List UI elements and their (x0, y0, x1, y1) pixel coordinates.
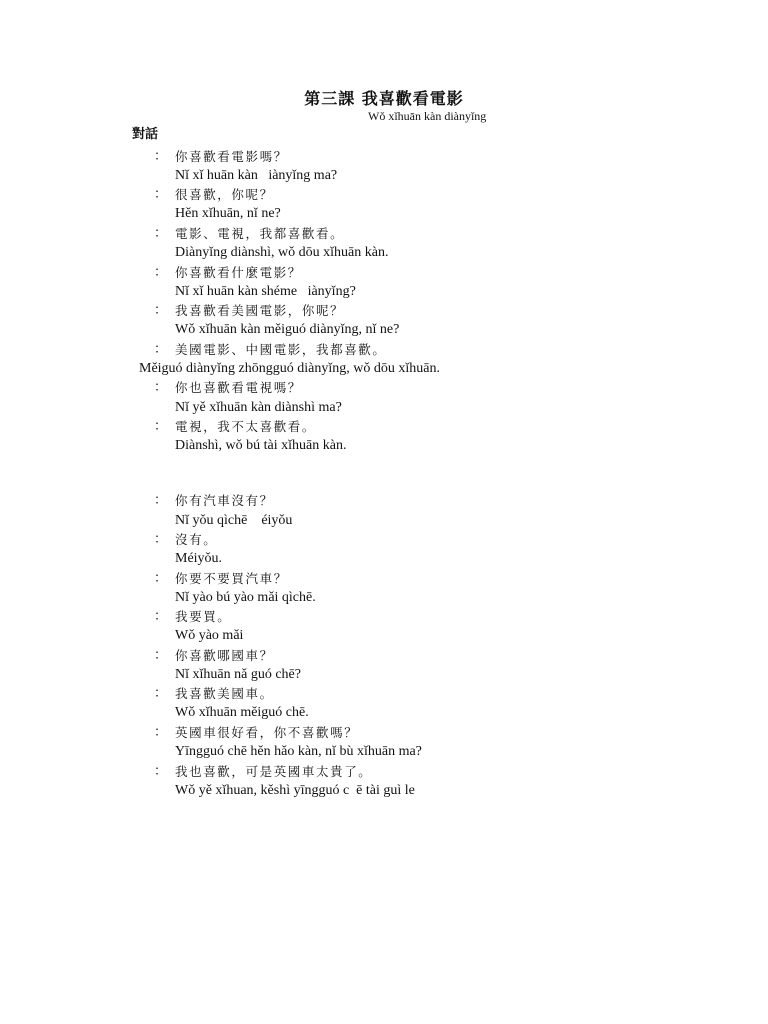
chinese-line: 電視，我不太喜歡看。 (175, 419, 317, 434)
pinyin-line: Méiyǒu. (175, 551, 223, 566)
chinese-line: 美國電影、中國電影，我都喜歡。 (175, 342, 387, 357)
chinese-line: 我也喜歡，可是英國車太貴了。 (175, 764, 373, 779)
lesson-title: 第三課 我喜歡看電影 (304, 89, 464, 108)
speaker-colon: ： (154, 532, 168, 547)
speaker-colon: ： (154, 187, 168, 202)
pinyin-line: Hěn xǐhuān, nǐ ne? (175, 206, 281, 221)
chinese-line: 你要不要買汽車？ (175, 571, 288, 586)
chinese-line: 電影、電視，我都喜歡看。 (175, 226, 345, 241)
pinyin-line: Wǒ yào mǎi (175, 628, 244, 643)
chinese-line: 你有汽車沒有？ (175, 493, 274, 508)
pinyin-line: Nǐ yě xǐhuān kàn diànshì ma? (175, 400, 342, 415)
chinese-line: 你喜歡看電影嗎？ (175, 149, 288, 164)
pinyin-line: Měiguó diànyǐng zhōngguó diànyǐng, wǒ dōu xǐhuān. (139, 361, 440, 376)
speaker-colon: ： (154, 493, 168, 508)
speaker-colon: ： (154, 342, 168, 357)
chinese-line: 我喜歡看美國電影，你呢？ (175, 303, 345, 318)
pinyin-line: Nǐ yào bú yào mǎi qìchē. (175, 590, 316, 605)
speaker-colon: ： (154, 571, 168, 586)
chinese-line: 你喜歡哪國車？ (175, 648, 274, 663)
dialogue-section-label: 對話 (132, 127, 159, 142)
chinese-line: 你喜歡看什麼電影？ (175, 265, 302, 280)
chinese-line: 英國車很好看，你不喜歡嗎？ (175, 725, 359, 740)
pinyin-line: Wǒ xǐhuān měiguó chē. (175, 705, 309, 720)
pinyin-line: Nǐ xǐ huān kàn iànyǐng ma? (175, 168, 338, 183)
speaker-colon: ： (154, 609, 168, 624)
pinyin-line: Nǐ xǐhuān nǎ guó chē? (175, 667, 301, 682)
speaker-colon: ： (154, 686, 168, 701)
speaker-colon: ： (154, 149, 168, 164)
speaker-colon: ： (154, 725, 168, 740)
speaker-colon: ： (154, 226, 168, 241)
speaker-colon: ： (154, 419, 168, 434)
pinyin-line: Yīngguó chē hěn hǎo kàn, nǐ bù xǐhuān ma? (175, 744, 422, 759)
speaker-colon: ： (154, 764, 168, 779)
speaker-colon: ： (154, 265, 168, 280)
chinese-line: 我要買。 (175, 609, 232, 624)
pinyin-line: Diànshì, wǒ bú tài xǐhuān kàn. (175, 438, 347, 453)
chinese-line: 很喜歡，你呢？ (175, 187, 274, 202)
pinyin-line: Diànyǐng diànshì, wǒ dōu xǐhuān kàn. (175, 245, 389, 260)
speaker-colon: ： (154, 303, 168, 318)
chinese-line: 你也喜歡看電視嗎？ (175, 380, 302, 395)
speaker-colon: ： (154, 648, 168, 663)
chinese-line: 沒有。 (175, 532, 218, 547)
chinese-line: 我喜歡美國車。 (175, 686, 274, 701)
pinyin-line: Nǐ xǐ huān kàn shéme iànyǐng? (175, 284, 356, 299)
pinyin-line: Nǐ yǒu qìchē éiyǒu (175, 513, 293, 528)
lesson-subtitle-pinyin: Wǒ xǐhuān kàn diànyǐng (368, 109, 487, 123)
speaker-colon: ： (154, 380, 168, 395)
pinyin-line: Wǒ xǐhuān kàn měiguó diànyǐng, nǐ ne? (175, 322, 400, 337)
pinyin-line: Wǒ yě xǐhuan, kěshì yīngguó c ē tài guì le (175, 783, 415, 798)
